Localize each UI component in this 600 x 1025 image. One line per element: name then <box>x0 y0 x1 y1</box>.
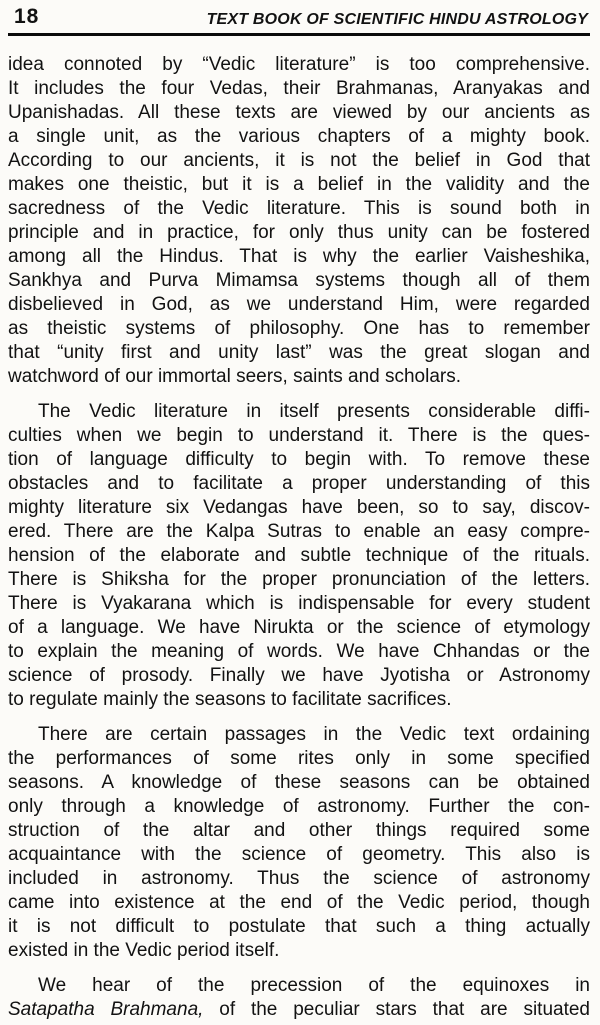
text-line: disbelieved in God, as we understand Him, were regarded <box>8 294 590 315</box>
text-line: hension of the elaborate and subtle technique of the rituals. <box>8 545 590 566</box>
text-line: of a language. We have Nirukta or the science of etymology <box>8 617 590 638</box>
text-line: seasons. A knowledge of these seasons can be obtained <box>8 772 590 793</box>
text-line: it is not difficult to postulate that such a thing actually <box>8 916 590 937</box>
text-line: Sankhya and Purva Mimamsa systems though all of them <box>8 270 590 291</box>
text-line: that “unity first and unity last” was the great slogan and <box>8 342 590 363</box>
text-line: acquaintance with the science of geometry. This also is <box>8 844 590 865</box>
text-line: tion of language difficulty to begin with. To remove these <box>8 449 590 470</box>
text-line: We hear of the precession of the equinoxes in <box>38 975 590 996</box>
text-line: only through a knowledge of astronomy. Further the con- <box>8 796 590 817</box>
text-line: There are certain passages in the Vedic text ordaining <box>38 724 590 745</box>
text-line: makes one theistic, but it is a belief in the validity and the <box>8 174 590 195</box>
page-header <box>8 0 590 33</box>
text-line: It includes the four Vedas, their Brahmanas, Aranyakas and <box>8 78 590 99</box>
page-body <box>8 36 590 1022</box>
text-line: There is Shiksha for the proper pronunciation of the letters. <box>8 569 590 590</box>
text-line: According to our ancients, it is not the belief in God that <box>8 150 590 171</box>
text-line: The Vedic literature in itself presents considerable diffi- <box>38 401 590 422</box>
text-line: culties when we begin to understand it. There is the ques- <box>8 425 590 446</box>
text-line: a single unit, as the various chapters of a mighty book. <box>8 126 590 147</box>
page-number: 18 <box>14 5 40 28</box>
text-line: the performances of some rites only in some specified <box>8 748 590 769</box>
text-line: as theistic systems of philosophy. One has to remember <box>8 318 590 339</box>
text-line: Upanishadas. All these texts are viewed by our ancients as <box>8 102 590 123</box>
text-line: science of prosody. Finally we have Jyotisha or Astronomy <box>8 665 590 686</box>
text-line: to regulate mainly the seasons to facilitate sacrifices. <box>8 689 452 710</box>
paragraph <box>8 723 590 963</box>
text-segment: of the peculiar stars that are situated <box>203 999 590 1020</box>
text-line: existed in the Vedic period itself. <box>8 940 280 961</box>
text-line: to explain the meaning of words. We have Chhandas or the <box>8 641 590 662</box>
text-line: ered. There are the Kalpa Sutras to enable an easy compre- <box>8 521 590 542</box>
text-line: included in astronomy. Thus the science of astronomy <box>8 868 590 889</box>
italic-phrase: Satapatha Brahmana, <box>8 999 204 1020</box>
text-line: There is Vyakarana which is indispensable for every student <box>8 593 590 614</box>
paragraph <box>8 53 590 389</box>
text-line: principle and in practice, for only thus unity can be fostered <box>8 222 590 243</box>
text-line: mighty literature six Vedangas have been, so to say, discov- <box>8 497 590 518</box>
text-line: idea connoted by “Vedic literature” is too comprehensive. <box>8 54 590 75</box>
text-line <box>8 998 590 1022</box>
text-line: sacredness of the Vedic literature. This is sound both in <box>8 198 590 219</box>
text-line: among all the Hindus. That is why the earlier Vaisheshika, <box>8 246 590 267</box>
text-line: obstacles and to facilitate a proper understanding of this <box>8 473 590 494</box>
paragraph <box>8 400 590 712</box>
text-line: came into existence at the end of the Vedic period, though <box>8 892 590 913</box>
text-line: watchword of our immortal seers, saints and scholars. <box>8 366 462 387</box>
text-line: struction of the altar and other things required some <box>8 820 590 841</box>
book-title: TEXT BOOK OF SCIENTIFIC HINDU ASTROLOGY <box>206 11 588 28</box>
paragraph <box>8 974 590 1022</box>
